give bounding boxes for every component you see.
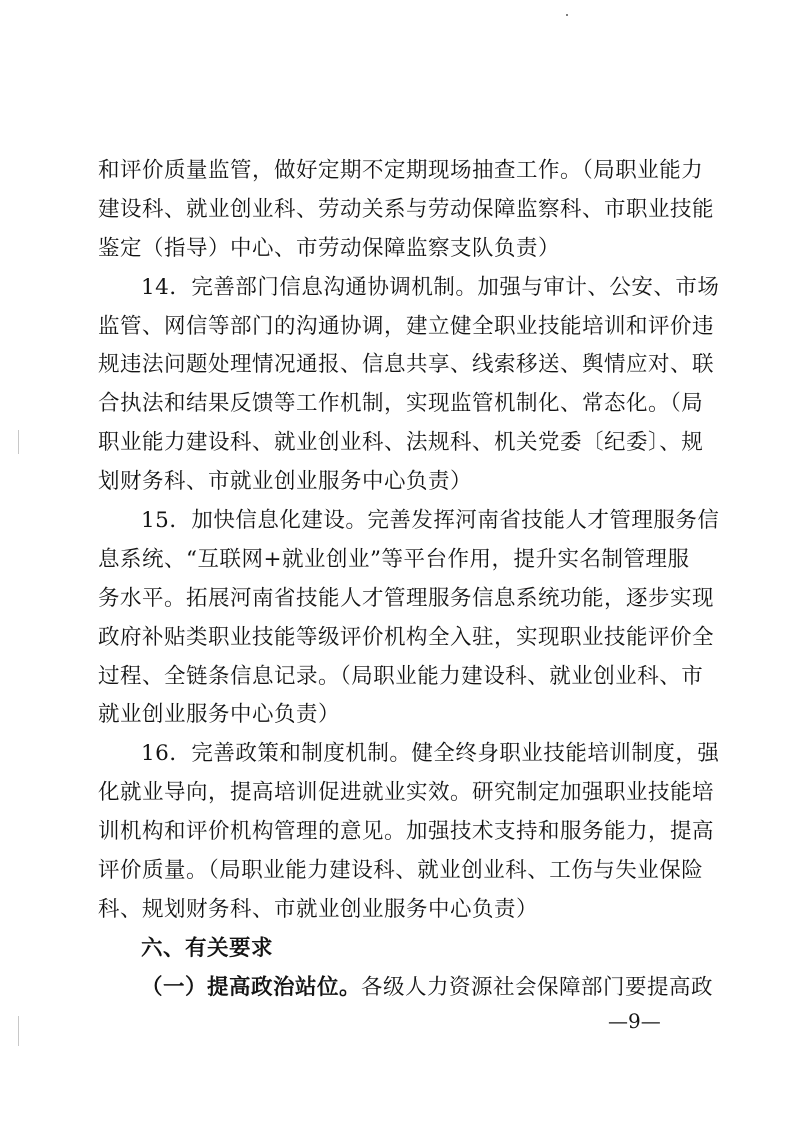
paragraph-line: 划财务科、市就业创业服务中心负责） [98,469,473,495]
paragraph-line: 科、规划财务科、市就业创业服务中心负责） [98,896,539,922]
item-14-first-line: 14．完善部门信息沟通协调机制。加强与审计、公安、市场 [141,274,720,300]
scan-artifact-dot [566,14,568,16]
paragraph-line: 务水平。拓展河南省技能人才管理服务信息系统功能，逐步实现 [98,585,715,611]
paragraph-line: 训机构和评价机构管理的意见。加强技术支持和服务能力，提高 [98,819,715,845]
paragraph-line: 合执法和结果反馈等工作机制，实现监管机制化、常态化。（局 [98,391,704,417]
scan-margin-mark [18,1016,19,1046]
page-number: —9— [608,1009,661,1033]
scan-margin-mark [18,430,19,454]
item-15-first-line: 15．加快信息化建设。完善发挥河南省技能人才管理服务信 [141,508,720,534]
paragraph-line: 和评价质量监管，做好定期不定期现场抽查工作。（局职业能力 [98,158,704,183]
section-heading: 六、有关要求 [141,935,274,961]
paragraph-line: 化就业导向，提高培训促进就业实效。研究制定加强职业技能培 [98,780,715,806]
paragraph-line: 鉴定（指导）中心、市劳动保障监察支队负责） [98,235,561,261]
paragraph-line: 就业创业服务中心负责） [98,702,341,728]
paragraph-line: 政府补贴类职业技能等级评价机构全入驻，实现职业技能评价全 [98,624,715,650]
paragraph-line: 职业能力建设科、就业创业科、法规科、机关党委〔纪委〕、规 [98,430,704,456]
subsection-text: 各级人力资源社会保障部门要提高政 [361,974,714,1000]
paragraph-line: 监管、网信等部门的沟通协调，建立健全职业技能培训和评价违 [98,313,715,339]
paragraph-line: 建设科、就业创业科、劳动关系与劳动保障监察科、市职业技能 [98,196,715,222]
subsection-line [98,969,714,1008]
paragraph-line: 过程、全链条信息记录。（局职业能力建设科、就业创业科、市 [98,663,704,689]
paragraph-line: 息系统、“互联网+就业创业”等平台作用，提升实名制管理服 [98,546,690,572]
body-text [98,152,720,1008]
paragraph-line: 规违法问题处理情况通报、信息共享、线索移送、舆情应对、联 [98,352,715,378]
subsection-title: （一）提高政治站位。 [141,974,362,1000]
item-16-first-line: 16．完善政策和制度机制。健全终身职业技能培训制度，强 [141,741,720,767]
paragraph-line: 评价质量。（局职业能力建设科、就业创业科、工伤与失业保险 [98,858,704,884]
